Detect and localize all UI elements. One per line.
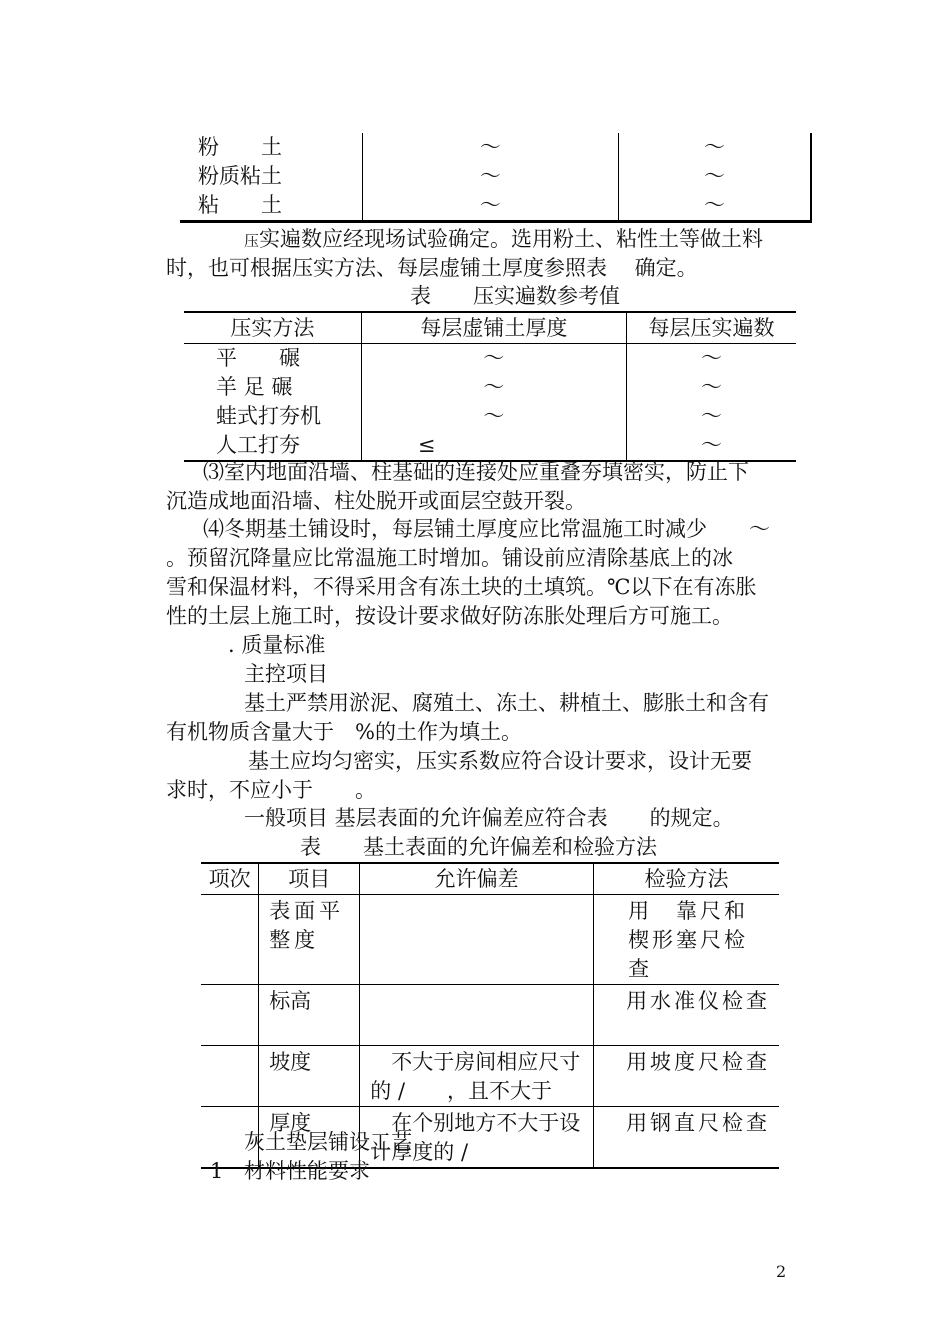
table-caption: 表 压实遍数参考值 [410,284,620,308]
table-cell: ～ [700,346,722,370]
column-header: 压实方法 [184,312,361,344]
paragraph-line: 一般项目 基层表面的允许偏差应符合表 的规定。 [244,806,734,830]
column-header: 允许偏差 [360,863,594,895]
table-row [180,162,811,191]
tolerance-table [201,862,779,1169]
subsection-heading: 主控项目 [244,662,328,686]
table-cell: 用 靠尺和楔形塞尺检查 [594,895,779,985]
table-cell: ≤ [361,431,626,461]
table-cell: ～ [619,133,811,162]
table-cell: 在个别地方不大于设计厚度的 / [360,1107,594,1169]
column-header: 项次 [201,863,259,895]
inline-text: 实遍数应经现场试验确定。选用粉土、粘性土等做土料 [259,227,764,251]
table-row [201,985,779,1046]
table-cell: 用坡度尺检查 [594,1046,779,1107]
table-cell: 用水准仪检查 [594,985,779,1046]
table-cell: 羊 足 碾 [184,373,361,402]
paragraph-line: 沉造成地面沿墙、柱处脱开或面层空鼓开裂。 [166,489,586,513]
table-cell: 厚度 [259,1107,360,1169]
table-cell: ～ [700,375,722,399]
paragraph-line: 基土严禁用淤泥、腐殖土、冻土、耕植土、膨胀土和含有 [244,691,769,715]
inline-text: 压 [244,232,260,250]
table-header-row [184,312,796,344]
section-heading: . 质量标准 [228,633,326,657]
section-heading: 灰土垫层铺设工艺 [244,1130,412,1154]
table-cell [360,895,594,985]
table-cell: ～ [361,344,626,374]
column-header: 每层虚铺土厚度 [361,312,626,344]
table-row [184,373,796,402]
subsection-number: 1 [210,1159,224,1183]
table-row [184,344,796,374]
table-cell [201,1046,259,1107]
paragraph-line: 雪和保温材料，不得采用含有冻土块的土填筑。℃以下在有冻胀 [166,575,757,599]
column-header: 每层压实遍数 [626,312,796,344]
table-cell: ～ [361,402,626,431]
table-row [180,191,811,222]
paragraph-line: 有机物质含量大于 %的土作为填土。 [166,720,522,744]
table-cell: 不大于房间相应尺寸的 / ，且不大于 [360,1046,594,1107]
table-row [184,402,796,431]
table-cell: ～ [700,433,722,457]
table-row [201,1046,779,1107]
column-header: 项目 [259,863,360,895]
table-cell: 粉质粘土 [180,162,362,191]
table-cell [201,895,259,985]
table-cell: ～ [361,373,626,402]
table-row [180,133,811,162]
paragraph-line: 求时，不应小于 。 [166,778,376,802]
table-cell: 表面平整度 [259,895,360,985]
table-cell [360,985,594,1046]
column-header: 检验方法 [594,863,779,895]
table-cell: 蛙式打夯机 [184,402,361,431]
table-cell: ～ [362,133,618,162]
table-cell: 平 碾 [184,344,361,374]
table-cell: ～ [619,191,811,222]
table-header-row [201,863,779,895]
soil-compaction-table [180,133,812,223]
table-cell: 人工打夯 [184,431,361,461]
compaction-passes-table [184,311,796,462]
page-number: 2 [776,1262,787,1281]
table-caption: 表 基土表面的允许偏差和检验方法 [300,835,657,859]
table-cell: 粉 土 [180,133,362,162]
table-cell: 用钢直尺检查 [594,1107,779,1169]
table-cell [201,985,259,1046]
paragraph-line: ⑶室内地面沿墙、柱基础的连接处应重叠夯填密实，防止下 [203,460,749,484]
table-cell: 标高 [259,985,360,1046]
table-cell: ～ [362,162,618,191]
table-cell: 坡度 [259,1046,360,1107]
table-cell: ～ [362,191,618,222]
paragraph-line [244,225,763,256]
table-row [184,431,796,461]
subsection-heading: 材料性能要求 [244,1159,370,1183]
paragraph-line: 时，也可根据压实方法、每层虚铺土厚度参照表 确定。 [166,256,698,280]
paragraph-line: 性的土层上施工时，按设计要求做好防冻胀处理后方可施工。 [166,604,733,628]
paragraph-line: 基土应均匀密实，压实系数应符合设计要求，设计无要 [248,749,752,773]
table-row [201,895,779,985]
table-cell: ～ [700,404,722,428]
table-cell: 粘 土 [180,191,362,222]
paragraph-line: ⑷冬期基土铺设时，每层铺土厚度应比常温施工时减少 ～ [203,517,770,541]
paragraph-line: 。预留沉降量应比常温施工时增加。铺设前应清除基底上的冰 [166,546,733,570]
table-cell: ～ [619,162,811,191]
